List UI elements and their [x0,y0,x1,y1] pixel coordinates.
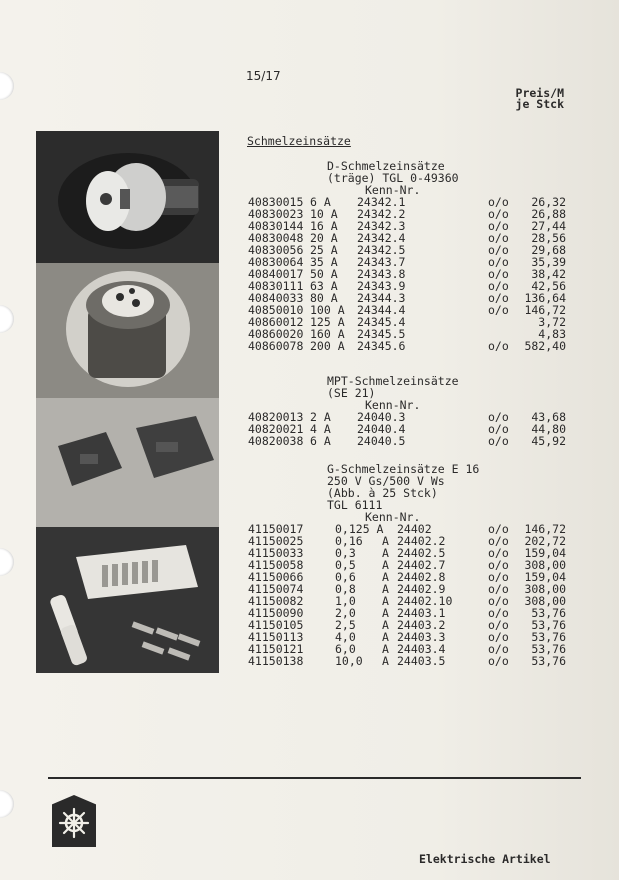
article-number: 40840033 [248,291,304,305]
price-value: 202,72 [524,534,566,548]
ampere-rating: 125 A [310,315,345,329]
per-hundred-marker: o/o [488,642,509,656]
ampere-rating: 0,8 [335,582,356,596]
ampere-rating: 6 A [310,195,331,209]
article-number: 40830015 [248,195,304,209]
price-value: 26,32 [531,195,566,209]
article-number: 41150105 [248,618,304,632]
price-value: 53,76 [531,642,566,656]
ampere-rating: 35 A [310,255,338,269]
article-number: 41150082 [248,594,304,608]
ampere-rating: 25 A [310,243,338,257]
kenn-nr-header: Kenn-Nr. [365,183,421,197]
kenn-nr-header: Kenn-Nr. [365,510,421,524]
article-number: 40830056 [248,243,304,257]
price-value: 27,44 [531,219,566,233]
per-hundred-marker: o/o [488,606,509,620]
price-value: 29,68 [531,243,566,257]
article-number: 40820013 [248,410,304,424]
ampere-unit: A [382,654,389,668]
per-hundred-marker: o/o [488,410,509,424]
article-number: 40820021 [248,422,304,436]
kenn-number: 24402 [397,522,432,536]
price-value: 42,56 [531,279,566,293]
punch-hole [0,790,14,818]
price-header-line2: je Stck [515,97,564,111]
article-number: 40830023 [248,207,304,221]
punch-hole [0,305,14,333]
article-number: 41150033 [248,546,304,560]
price-value: 582,40 [524,339,566,353]
per-hundred-marker: o/o [488,339,509,353]
ship-wheel-icon [52,795,96,847]
kenn-number: 24342.1 [357,195,406,209]
per-hundred-marker: o/o [488,534,509,548]
ampere-unit: A [382,582,389,596]
group-heading-line: (träge) TGL 0-49360 [327,171,459,185]
kenn-number: 24342.4 [357,231,406,245]
per-hundred-marker: o/o [488,570,509,584]
ampere-rating: 20 A [310,231,338,245]
price-value: 44,80 [531,422,566,436]
kenn-number: 24403.5 [397,654,446,668]
price-value: 26,88 [531,207,566,221]
per-hundred-marker: o/o [488,231,509,245]
ampere-unit: A [382,570,389,584]
article-number: 40840017 [248,267,304,281]
ampere-rating: 50 A [310,267,338,281]
price-value: 43,68 [531,410,566,424]
per-hundred-marker: o/o [488,243,509,257]
fuse-photo-2 [36,263,219,398]
per-hundred-marker: o/o [488,195,509,209]
article-number: 40830144 [248,219,304,233]
page-number: 15/17 [246,69,281,83]
section-title: Schmelzeinsätze [247,134,351,148]
per-hundred-marker: o/o [488,207,509,221]
price-value: 308,00 [524,558,566,572]
ampere-rating: 100 A [310,303,345,317]
kenn-number: 24402.8 [397,570,446,584]
per-hundred-marker: o/o [488,654,509,668]
per-hundred-marker: o/o [488,255,509,269]
per-hundred-marker: o/o [488,422,509,436]
group-heading-line: (SE 21) [327,386,376,400]
ampere-rating: 0,3 [335,546,356,560]
kenn-number: 24342.5 [357,243,406,257]
ampere-rating: 2,5 [335,618,356,632]
kenn-number: 24403.1 [397,606,446,620]
ampere-rating: 0,5 [335,558,356,572]
ampere-unit: A [382,558,389,572]
ampere-rating: 1,0 [335,594,356,608]
per-hundred-marker: o/o [488,558,509,572]
per-hundred-marker: o/o [488,291,509,305]
ampere-unit: A [382,630,389,644]
price-value: 3,72 [538,315,566,329]
group-heading-line: MPT-Schmelzeinsätze [327,374,459,388]
price-value: 136,64 [524,291,566,305]
price-value: 53,76 [531,618,566,632]
punch-hole [0,548,14,576]
article-number: 41150017 [248,522,304,536]
ampere-rating: 10 A [310,207,338,221]
kenn-number: 24402.5 [397,546,446,560]
group-heading-line: G-Schmelzeinsätze E 16 [327,462,480,476]
article-number: 41150090 [248,606,304,620]
per-hundred-marker: o/o [488,267,509,281]
article-number: 41150066 [248,570,304,584]
fuse-photo-1 [36,131,219,263]
per-hundred-marker: o/o [488,303,509,317]
per-hundred-marker: o/o [488,219,509,233]
ampere-rating: 160 A [310,327,345,341]
footer-rule [48,777,581,779]
kenn-nr-header: Kenn-Nr. [365,398,421,412]
kenn-number: 24345.6 [357,339,406,353]
article-number: 41150074 [248,582,304,596]
article-number: 40860020 [248,327,304,341]
ampere-rating: 16 A [310,219,338,233]
article-number: 40820038 [248,434,304,448]
ampere-rating: 4 A [310,422,331,436]
per-hundred-marker: o/o [488,546,509,560]
kenn-number: 24343.9 [357,279,406,293]
per-hundred-marker: o/o [488,434,509,448]
price-value: 146,72 [524,303,566,317]
per-hundred-marker: o/o [488,522,509,536]
ampere-rating: 0,16 [335,534,363,548]
kenn-number: 24343.7 [357,255,406,269]
ampere-rating: 4,0 [335,630,356,644]
ampere-rating: 6 A [310,434,331,448]
kenn-number: 24040.5 [357,434,406,448]
ampere-rating: 80 A [310,291,338,305]
ampere-rating: 0,125 A [335,522,384,536]
article-number: 41150025 [248,534,304,548]
price-value: 159,04 [524,570,566,584]
kenn-number: 24342.2 [357,207,406,221]
article-number: 41150058 [248,558,304,572]
article-number: 41150138 [248,654,304,668]
price-value: 53,76 [531,630,566,644]
price-header-line1: Preis/M [515,86,564,100]
kenn-number: 24344.4 [357,303,406,317]
per-hundred-marker: o/o [488,582,509,596]
footer-category: Elektrische Artikel [419,852,551,866]
kenn-number: 24403.4 [397,642,446,656]
article-number: 41150113 [248,630,304,644]
article-number: 41150121 [248,642,304,656]
ampere-rating: 10,0 [335,654,363,668]
group-heading-line: D-Schmelzeinsätze [327,159,445,173]
article-number: 40830111 [248,279,304,293]
per-hundred-marker: o/o [488,630,509,644]
kenn-number: 24343.8 [357,267,406,281]
per-hundred-marker: o/o [488,618,509,632]
article-number: 40860012 [248,315,304,329]
ampere-unit: A [382,618,389,632]
kenn-number: 24403.3 [397,630,446,644]
kenn-number: 24344.3 [357,291,406,305]
price-value: 159,04 [524,546,566,560]
ampere-rating: 2 A [310,410,331,424]
kenn-number: 24342.3 [357,219,406,233]
kenn-number: 24402.9 [397,582,446,596]
article-number: 40830064 [248,255,304,269]
ampere-rating: 2,0 [335,606,356,620]
ampere-unit: A [382,546,389,560]
ampere-rating: 6,0 [335,642,356,656]
group-heading-line: TGL 6111 [327,498,383,512]
kenn-number: 24402.2 [397,534,446,548]
kenn-number: 24345.5 [357,327,406,341]
price-value: 308,00 [524,594,566,608]
fuse-photo-3 [36,398,219,527]
ampere-rating: 200 A [310,339,345,353]
per-hundred-marker: o/o [488,594,509,608]
ampere-rating: 0,6 [335,570,356,584]
ampere-rating: 63 A [310,279,338,293]
price-value: 45,92 [531,434,566,448]
kenn-number: 24402.7 [397,558,446,572]
kenn-number: 24403.2 [397,618,446,632]
price-value: 4,83 [538,327,566,341]
kenn-number: 24040.3 [357,410,406,424]
ampere-unit: A [382,534,389,548]
fuse-photo-4 [36,527,219,673]
group-heading-line: 250 V Gs/500 V Ws [327,474,445,488]
kenn-number: 24402.10 [397,594,453,608]
price-value: 53,76 [531,654,566,668]
price-value: 28,56 [531,231,566,245]
group-heading-line: (Abb. à 25 Stck) [327,486,438,500]
price-value: 35,39 [531,255,566,269]
article-number: 40850010 [248,303,304,317]
kenn-number: 24345.4 [357,315,406,329]
article-number: 40830048 [248,231,304,245]
price-value: 53,76 [531,606,566,620]
price-value: 146,72 [524,522,566,536]
ampere-unit: A [382,606,389,620]
ampere-unit: A [382,594,389,608]
ampere-unit: A [382,642,389,656]
article-number: 40860078 [248,339,304,353]
price-value: 38,42 [531,267,566,281]
per-hundred-marker: o/o [488,279,509,293]
price-value: 308,00 [524,582,566,596]
kenn-number: 24040.4 [357,422,406,436]
punch-hole [0,72,14,100]
